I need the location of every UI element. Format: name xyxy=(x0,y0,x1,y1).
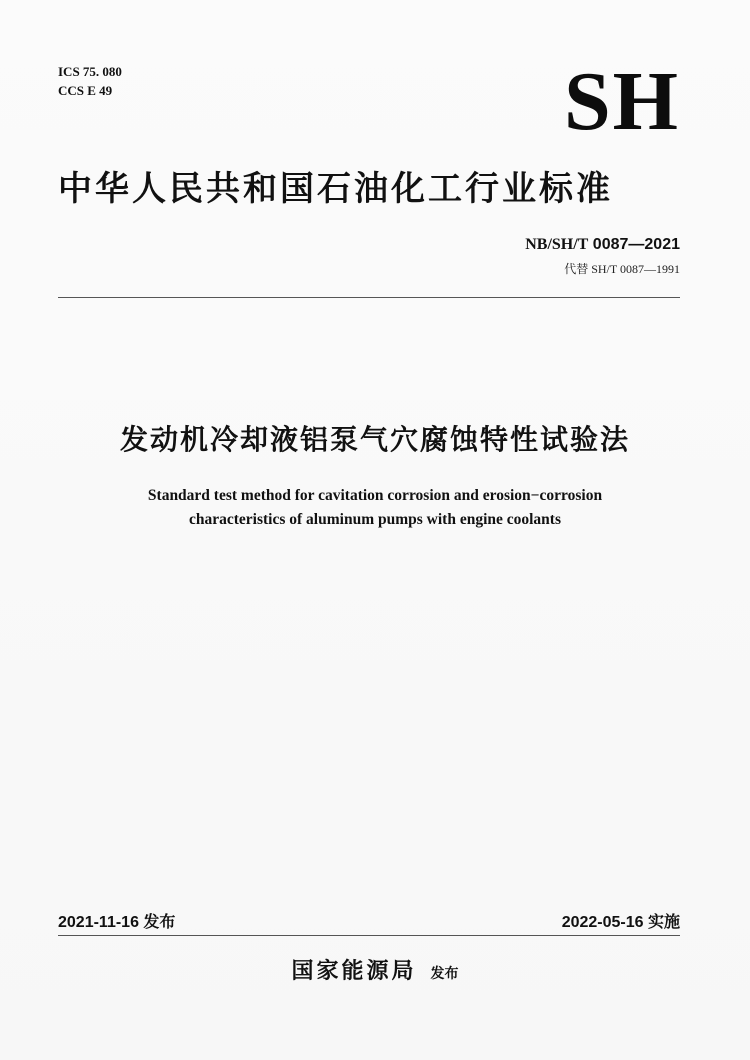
standard-type-heading: 中华人民共和国石油化工行业标准 xyxy=(58,169,613,209)
issue-date: 2021-11-16 发布 xyxy=(58,914,176,931)
ics-code: ICS 75. 080 xyxy=(58,64,122,79)
english-title xyxy=(0,484,750,532)
sh-logo: SH xyxy=(563,55,680,148)
implementation-date: 2022-05-16 实施 xyxy=(561,914,680,931)
top-divider xyxy=(58,297,680,298)
issuer-name: 国家能源局 xyxy=(291,959,417,984)
replaces-note: 代替 SH/T 0087—1991 xyxy=(564,262,680,276)
issuer-label: 发布 xyxy=(430,966,459,982)
issuer-line xyxy=(0,954,750,985)
standard-number xyxy=(525,236,680,254)
classification-codes xyxy=(58,62,122,100)
chinese-title: 发动机冷却液铝泵气穴腐蚀特性试验法 xyxy=(119,423,630,456)
standard-number-code: 0087—2021 xyxy=(588,236,680,253)
english-title-line-1: Standard test method for cavitation corrosion and erosion−corrosion xyxy=(147,487,603,504)
bottom-divider xyxy=(58,935,680,936)
standard-number-prefix: NB/SH/T xyxy=(525,236,589,253)
ccs-code: CCS E 49 xyxy=(58,83,113,98)
english-title-line-2: characteristics of aluminum pumps with engine coolants xyxy=(189,511,561,528)
